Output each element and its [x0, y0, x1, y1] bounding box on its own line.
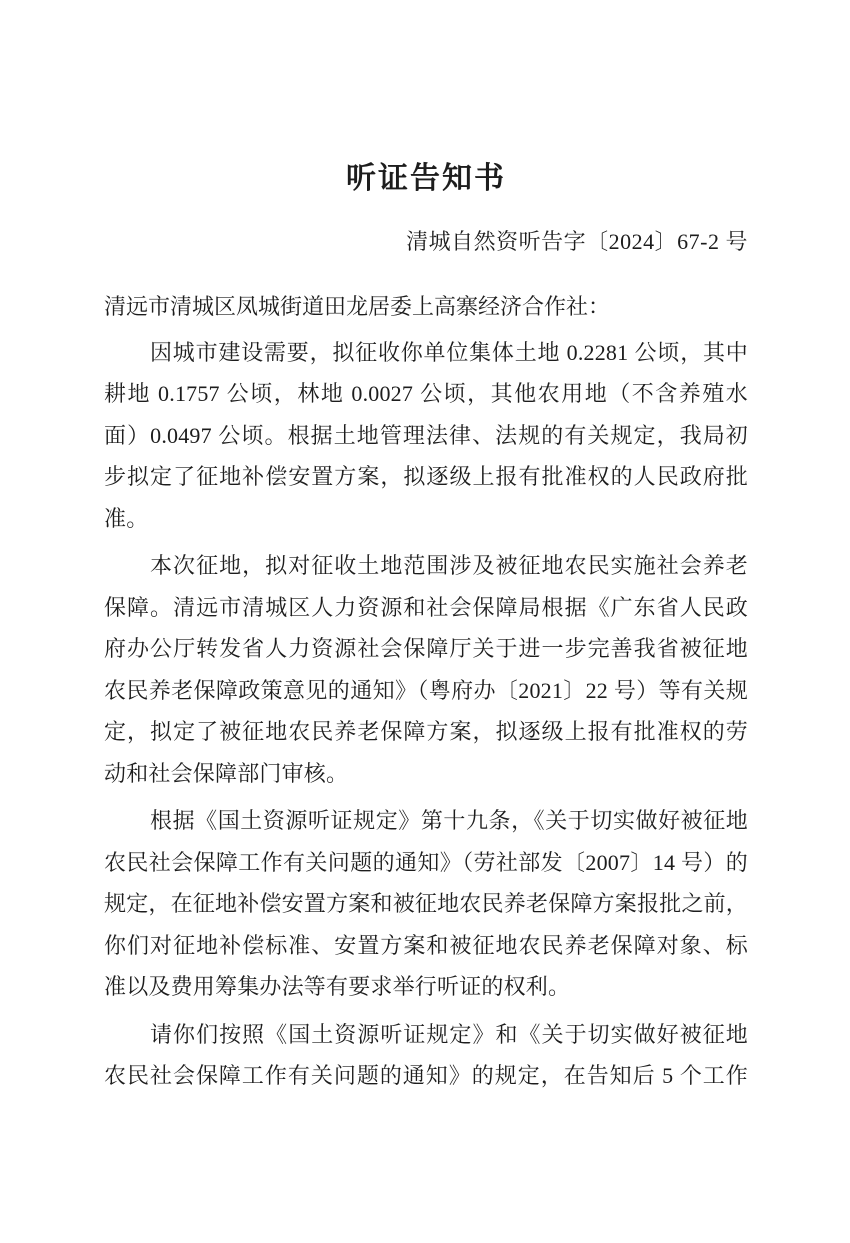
paragraph-line: 定，拟定了被征地农民养老保障方案，拟逐级上报有批准权的劳: [104, 719, 748, 744]
document-title: 听证告知书: [346, 162, 506, 195]
paragraph-line: 因城市建设需要，拟征收你单位集体土地 0.2281 公顷，其中: [150, 339, 748, 365]
paragraph: [104, 1014, 748, 1097]
addressee-line: 清远市清城区凤城街道田龙居委上高寨经济合作社：: [104, 294, 611, 319]
paragraph-line: 耕地 0.1757 公顷，林地 0.0027 公顷，其他农用地（不含养殖水: [104, 381, 748, 406]
paragraph-line: 动和社会保障部门审核。: [104, 760, 349, 786]
paragraph-line: 本次征地，拟对征收土地范围涉及被征地农民实施社会养老: [150, 553, 748, 578]
paragraph-line: 请你们按照《国土资源听证规定》和《关于切实做好被征地: [150, 1021, 748, 1047]
paragraph-line: 农民社会保障工作有关问题的通知》的规定，在告知后 5 个工作: [104, 1063, 748, 1088]
paragraph-line: 农民社会保障工作有关问题的通知》（劳社部发〔2007〕14 号）的: [104, 849, 748, 875]
paragraph-line: 根据《国土资源听证规定》第十九条，《关于切实做好被征地: [150, 808, 748, 833]
document-content: [104, 0, 748, 1103]
paragraph: [104, 545, 748, 794]
paragraph-line: 准。: [104, 505, 149, 531]
paragraph-line: 保障。清远市清城区人力资源和社会保障局根据《广东省人民政: [104, 594, 748, 620]
paragraph: [104, 800, 748, 1008]
paragraph-line: 农民养老保障政策意见的通知》（粤府办〔2021〕22 号）等有关规: [104, 677, 748, 703]
paragraph-line: 步拟定了征地补偿安置方案，拟逐级上报有批准权的人民政府批: [104, 464, 748, 489]
document-body: [104, 332, 748, 1097]
document-number: 清城自然资听告字〔2024〕67-2 号: [406, 229, 748, 254]
paragraph: [104, 332, 748, 540]
paragraph-line: 你们对征地补偿标准、安置方案和被征地农民养老保障对象、标: [104, 932, 748, 958]
paragraph-line: 府办公厅转发省人力资源社会保障厅关于进一步完善我省被征地: [104, 636, 748, 661]
paragraph-line: 规定，在征地补偿安置方案和被征地农民养老保障方案报批之前，: [104, 891, 748, 916]
paragraph-line: 面）0.0497 公顷。根据土地管理法律、法规的有关规定，我局初: [104, 422, 748, 448]
paragraph-line: 准以及费用筹集办法等有要求举行听证的权利。: [104, 974, 571, 999]
